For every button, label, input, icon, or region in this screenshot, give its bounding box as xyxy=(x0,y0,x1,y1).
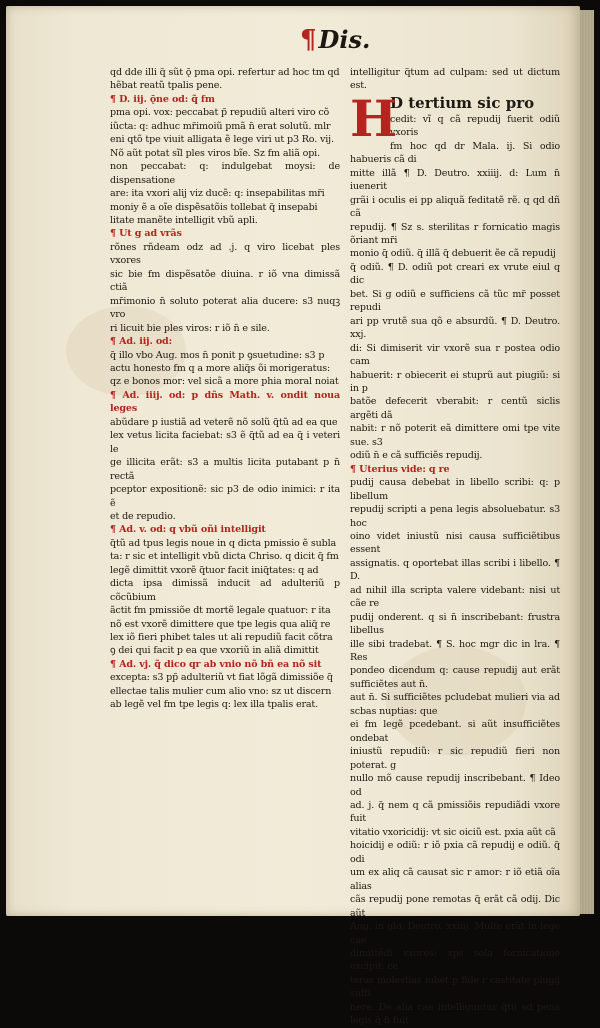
rubric-text-line: ¶ Ad. iij. od: xyxy=(110,336,172,348)
text-line: et de repudio. xyxy=(110,510,176,522)
text-line: batõe defecerit vberabit: r centũ siclis argẽti dã xyxy=(350,396,560,421)
page-edge xyxy=(580,10,594,914)
text-line: iniustũ repudiũ: r sic repudiũ fieri non poterat. g xyxy=(350,746,560,771)
text-line: pudij onderent. q si n̄ inscribebant: frustra libellus xyxy=(350,611,560,637)
text-line: ellectae talis mulier cum alio vno: sz ut discern xyxy=(110,685,332,697)
text-line: dicta ipsa dimissã inducit ad adulteriũ p cõcũbium xyxy=(110,578,340,603)
text-line: bet. Si g odiũ e sufficiens cã tũc mr̃ posset repudi xyxy=(350,288,560,314)
text-line: fm hoc qd dr Mala. ij. Si odio habueris cã di xyxy=(350,140,560,166)
text-line: odiũ n̄ e cã sufficiẽs repudij. xyxy=(350,450,483,462)
text-line: ꝯ dei qui facit p ea que vxoriũ in aliã dimittit xyxy=(110,645,319,657)
text-line: legẽ dimittit vxorẽ q̃tuor facit iniq̃tates: q ad xyxy=(110,564,319,576)
text-line: lex vetus licita faciebat: s3 ẽ q̃tũ ad ea q̃ i veteri le xyxy=(110,430,340,455)
text-line: ei fm legẽ pcedebant. si aũt insufficiẽtes ondebat xyxy=(350,719,560,744)
text-line: nabit: r nõ poterit eã dimittere omi tpe vite sue. s3 xyxy=(350,423,560,448)
section-opening-line: D tertium sic pro xyxy=(390,93,535,112)
running-header xyxy=(300,26,370,54)
header-title: Dis. xyxy=(318,25,371,54)
text-line: ille sibi tradebat. ¶ S. hoc mgr dic in lra. ¶ Res xyxy=(350,638,560,664)
text-line: qd dde illi q̃ sũt ǭ pma opi. refertur ad hoc tm qd xyxy=(110,67,340,78)
text-line: hoicidij e odiũ: r iõ pxia cã repudij e odiũ. q̃ odi xyxy=(350,840,560,865)
text-line: mr̃imonio n̄ soluto poterat alia ducere: s3 nuqꝫ vro xyxy=(110,295,340,321)
left-text-column xyxy=(110,66,340,762)
text-line: repudij. ¶ Sz s. sterilitas r fornicatio magis õriant mr̃i xyxy=(350,221,560,246)
text-line: actu honesto fm q a more aliq̃s õi morigeratus: xyxy=(110,362,331,374)
rubricated-initial-letter: H xyxy=(350,88,398,148)
rubric-text-line: ¶ Ut g ad vrãs xyxy=(110,228,182,240)
text-line: eni qtõ tpe viuit alligata ẽ lege viri ut p3 Ro. vij. xyxy=(110,134,334,146)
text-line: non peccabat: q: indulgebat moysi: de dispensatione xyxy=(110,161,340,186)
text-line: cãs repudij pone remotas q̃ erãt cã odij. Dic aũt xyxy=(350,894,560,919)
text-line: Nõ aũt potat sĩl ples viros bĩe. Sz fm aliã opi. xyxy=(110,147,320,159)
text-line: aut n̄. Si sufficiẽtes pcludebat mulieri via ad scbas nuptias: que xyxy=(350,692,560,717)
text-line: sic bie fm dispẽsatõe diuina. r iõ vna dimissã ctiã xyxy=(110,268,340,294)
text-line: pceptor expositionẽ: sic p3 de odio inimici: r ita ẽ xyxy=(110,484,340,509)
text-line: hẽbat reatũ tpalis pene. xyxy=(110,80,223,92)
text-line: dimittẽdi vxores: xps sola fornicatione excipit: ce xyxy=(350,948,560,973)
text-line: rõnes rñdeam odz ad .j. q viro licebat ples vxores xyxy=(110,241,340,267)
text-line: um ex aliq cã causat sic r amor: r iõ etiã oĩa alias xyxy=(350,867,560,892)
text-line: iũcta: q: adhuc mr̃imoiũ pmã n̄ erat solutũ. mlr xyxy=(110,120,331,132)
text-line: grãi i oculis ei pp aliquã feditatẽ rẽ. q qd dñ cã xyxy=(350,194,560,220)
decorated-initial xyxy=(350,88,398,148)
text-line: ri licuit bie ples viros: r iõ n̄ e sile. xyxy=(110,322,270,334)
text-line: ab legẽ vel fm tpe legis q: lex illa tpalis erat. xyxy=(110,699,319,711)
text-line: ge illicita erãt: s3 a multis licita putabant p n̄ rectã xyxy=(110,457,340,482)
text-line: ad nihil illa scripta valere videbant: nisi ut cãe re xyxy=(350,584,560,610)
rubric-text-line: ¶ Ad. iiij. od: p dñs Math. v. ondit noua leges xyxy=(110,389,340,415)
text-line: nõ est vxorẽ dimittere que tpe legis qua aliq̃ re xyxy=(110,618,331,630)
text-line: litate manẽte intelligit vbũ apli. xyxy=(110,214,258,226)
text-line: monio q̃ odiũ. q̃ illã q̃ debuerit ẽe cã repudij xyxy=(350,248,556,260)
text-line: abũdare p iustiã ad veterẽ nõ solũ q̃tũ ad ea que xyxy=(110,416,338,428)
text-line: q̃tũ ad tpus legis noue in q dicta pmissio ẽ subla xyxy=(110,537,337,549)
rubric-text-line: ¶ Ad. v. od: q vbũ oñi intelligit xyxy=(110,524,266,536)
text-line: excepta: s3 pp̃ adulteriũ vt fiat lõgã dimissiõe q̃ xyxy=(110,672,333,684)
text-line: cedit: vĩ q cã repudij fuerit odiũ vxoris xyxy=(390,113,560,139)
text-line: qz e bonos mor: vel sicã a more phia moral noiat xyxy=(110,376,339,388)
text-line: pondeo dicendum q: cause repudij aut erãt sufficiẽtes aut n̄. xyxy=(350,665,560,690)
text-line: ta: r sic et intelligit vbũ dicta Chriso. q dicit q̃ fm xyxy=(110,551,339,563)
text-line: habuerit: r obiecerit ei stuprũ aut piugiũ: si in p xyxy=(350,369,560,394)
text-line: mitte illã ¶ D. Deutro. xxiiij. d: Lum n̄ iuenerit xyxy=(350,167,560,193)
text-line: Aug. in glo. Deutro. xxiiij. Multe erãt in lege cae xyxy=(350,921,560,946)
rubric-text-line: ¶ Ad. vj. q̃ dico qr ab vnio nõ bñ ea nõ sit xyxy=(110,658,322,670)
right-text-column xyxy=(350,66,560,1027)
rubric-text-line: ¶ D. iij. ǭne od: q̃ fm xyxy=(110,93,215,105)
text-line: ãctit fm pmissiõe dt mortẽ legale quatuor: r ita xyxy=(110,605,331,617)
text-line: lex iõ fieri phibet tales ut ali repudiũ facit cõtra xyxy=(110,632,333,644)
rubric-text-line: ¶ Uterius vide: q re xyxy=(350,463,450,475)
text-line: moniy ẽ a oĩe dispẽsatõis tollebat q̃ insepabi xyxy=(110,201,318,213)
text-line: ari pp vrutẽ sua qõ e absurdũ. ¶ D. Deutro. xxj. xyxy=(350,315,560,341)
text-line: are: ita vxori alij viz ducẽ: q: insepabilitas mr̃i xyxy=(110,188,325,200)
text-line: q̃ odiũ. ¶ D. odiũ pot creari ex vrute eiul q dic xyxy=(350,261,560,287)
text-line: teras molestias iubet p fide r castitate piugij suffi xyxy=(350,974,560,1000)
text-line: pma opi. vox: peccabat p̃ repudiũ alteri viro cõ xyxy=(110,107,330,119)
text-line: q̃ illo vbo Aug. mos n̄ ponit p ꝯsuetudine: s3 p xyxy=(110,349,325,361)
text-line: ad. j. q̃ nem q cã pmissiõis repudiãdi vxore fuit xyxy=(350,800,560,825)
text-line: di: Si dimiserit vir vxorẽ sua r postea odio cam xyxy=(350,342,560,368)
text-line: oino videt iniustũ nisi causa sufficiẽtibus essent xyxy=(350,530,560,556)
text-line: nullo mõ cause repudij inscribebant. ¶ Ideo od xyxy=(350,773,560,798)
text-line: intelligitur q̃tum ad culpam: sed ut dictum est. xyxy=(350,67,560,92)
text-line: nere. De alia cae intelliguntur q̃tũ ad pena legis q̃ n̄ fuit xyxy=(350,1001,560,1027)
text-line: pudij causa debebat in libello scribi: q: p libellum xyxy=(350,477,560,502)
text-line: vitatio vxoricidij: vt sic oiciũ est. pxia aũt cã xyxy=(350,826,556,838)
text-line: repudij scripti a pena legis absoluebatur. s3 hoc xyxy=(350,504,560,529)
text-line: assignatis. q oportebat illas scribi i libello. ¶ D. xyxy=(350,557,560,583)
header-pilcrow: ¶ xyxy=(300,25,317,55)
